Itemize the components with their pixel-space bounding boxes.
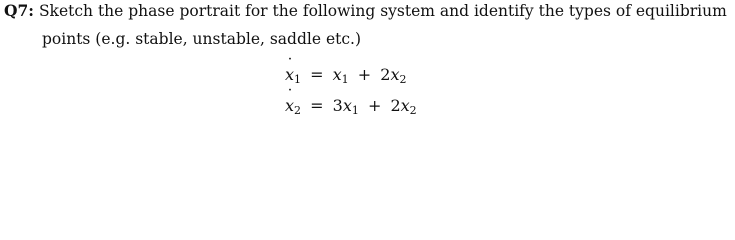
eq2-term1-coefficient: 3 xyxy=(332,96,343,115)
eq2-term2-subscript: 2 xyxy=(409,104,417,117)
eq2-lhs-subscript: 2 xyxy=(294,104,302,117)
equation-1 xyxy=(285,65,406,90)
question-label: Q7: xyxy=(4,1,35,20)
eq1-equals: = xyxy=(310,65,324,84)
eq2-plus: + xyxy=(367,96,382,115)
eq2-term1-variable: x xyxy=(342,96,352,115)
question-text-line-2: points (e.g. stable, unstable, saddle etc.) xyxy=(42,30,362,48)
eq2-term1-subscript: 1 xyxy=(351,104,359,117)
eq1-plus: + xyxy=(357,65,372,84)
eq2-lhs-xdot: ˙ x xyxy=(285,96,294,116)
eq1-lhs-xdot: ˙ x xyxy=(285,65,294,85)
eq2-term2-coefficient: 2 xyxy=(390,96,401,115)
eq1-term1-variable: x xyxy=(332,65,342,84)
eq1-term2-variable: x xyxy=(390,65,400,84)
eq2-term2-variable: x xyxy=(400,96,410,115)
eq2-equals: = xyxy=(310,96,324,115)
question-body-line-1: Sketch the phase portrait for the following system and identify the types of equilibrium xyxy=(34,2,727,20)
eq1-term2-coefficient: 2 xyxy=(380,65,391,84)
question-text-line-1 xyxy=(4,1,727,21)
eq1-lhs-subscript: 1 xyxy=(294,73,302,86)
eq1-term2-subscript: 2 xyxy=(399,73,407,86)
eq1-term1-subscript: 1 xyxy=(341,73,349,86)
equation-2 xyxy=(285,96,417,121)
